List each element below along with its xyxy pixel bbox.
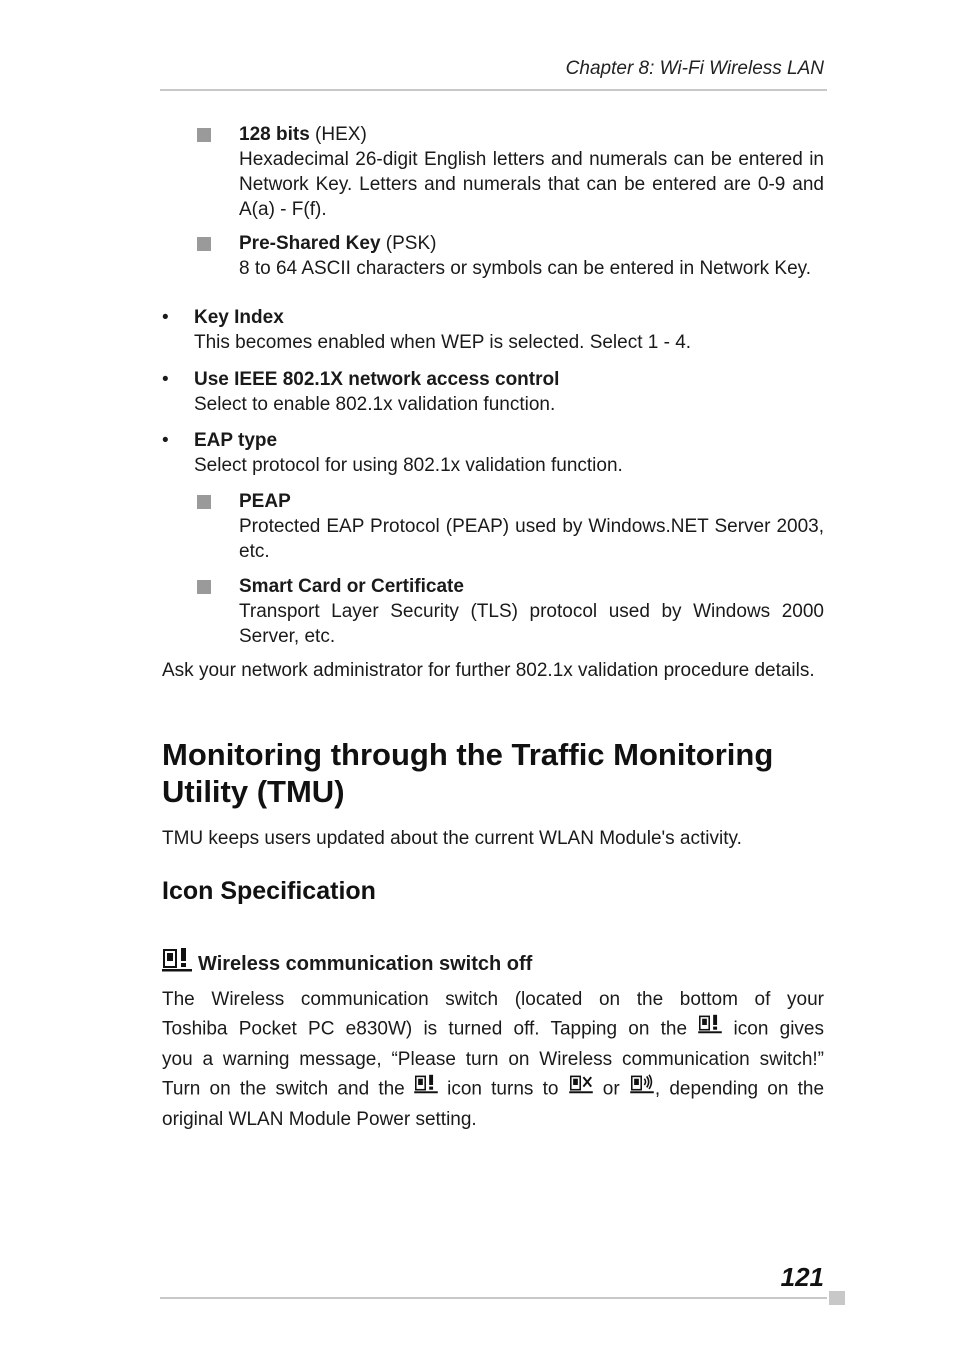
item-suffix: (HEX) <box>309 124 367 145</box>
wireless-switch-off-icon <box>162 947 192 981</box>
text-line <box>162 1074 824 1105</box>
item-title: EAP type <box>194 430 278 451</box>
text-segment: Turn on the switch and the <box>162 1078 414 1100</box>
square-bullet <box>197 580 211 594</box>
subsubsection-heading <box>162 947 532 981</box>
item-peap <box>239 489 824 564</box>
item-desc: Select protocol for using 802.1x validation function. <box>194 455 623 476</box>
wlan-power-off-icon <box>568 1074 594 1105</box>
item-smartcard <box>239 574 824 649</box>
item-title: Key Index <box>194 307 284 328</box>
item-eap <box>194 428 824 478</box>
footer-box <box>829 1291 845 1305</box>
item-desc: Protected EAP Protocol (PEAP) used by Windows.NET Server 2003, etc. <box>239 516 824 562</box>
item-key-index <box>194 305 824 355</box>
subsection-title: Icon Specification <box>162 877 376 905</box>
item-desc: Hexadecimal 26-digit English letters and numerals can be entered in Network Key. Letters and numerals that can be entered are 0-9 and A(a) - F(f). <box>239 149 824 220</box>
page-number: 121 <box>780 1262 824 1292</box>
footer-rule <box>160 1297 827 1299</box>
text-line <box>162 1014 824 1045</box>
item-128bits <box>239 122 824 222</box>
text-line: original WLAN Module Power setting. <box>162 1109 477 1130</box>
text-line: you a warning message, “Please turn on Wireless communication switch!” <box>162 1049 824 1070</box>
item-title: 128 bits <box>239 124 310 145</box>
section-title: Monitoring through the Traffic Monitoring Utility (TMU) <box>162 737 774 809</box>
item-suffix: (PSK) <box>380 233 437 254</box>
wireless-switch-off-icon <box>414 1074 438 1105</box>
text-segment: or <box>593 1078 629 1100</box>
text-segment: icon turns to <box>437 1078 568 1100</box>
bullet-dot: • <box>162 430 169 451</box>
square-bullet <box>197 237 211 251</box>
item-desc: Select to enable 802.1x validation function. <box>194 394 556 415</box>
text-line: The Wireless communication switch (located on the bottom of your <box>162 989 824 1010</box>
item-desc: This becomes enabled when WEP is selected. Select 1 - 4. <box>194 332 692 353</box>
text-segment: icon gives <box>722 1018 824 1040</box>
chapter-header: Chapter 8: Wi-Fi Wireless LAN <box>565 58 824 79</box>
item-desc: Transport Layer Security (TLS) protocol used by Windows 2000 Server, etc. <box>239 601 824 647</box>
item-title: Use IEEE 802.1X network access control <box>194 369 560 390</box>
item-psk <box>239 231 824 281</box>
subsubsection-title: Wireless communication switch off <box>198 952 533 975</box>
square-bullet <box>197 128 211 142</box>
wlan-power-on-icon <box>629 1074 655 1105</box>
bullet-dot: • <box>162 369 169 390</box>
item-title: Smart Card or Certificate <box>239 576 464 597</box>
bullet-dot: • <box>162 307 169 328</box>
header-rule <box>160 89 827 91</box>
section-intro: TMU keeps users updated about the current WLAN Module's activity. <box>162 828 742 849</box>
square-bullet <box>197 495 211 509</box>
text-segment: , depending on the <box>654 1078 825 1100</box>
item-title: Pre-Shared Key <box>239 233 381 254</box>
item-ieee <box>194 367 824 417</box>
item-desc: 8 to 64 ASCII characters or symbols can be entered in Network Key. <box>239 258 812 279</box>
item-title: PEAP <box>239 491 291 512</box>
final-paragraph <box>162 985 824 1134</box>
ask-paragraph: Ask your network administrator for further 802.1x validation procedure details. <box>162 660 815 681</box>
wireless-switch-off-icon <box>698 1014 722 1045</box>
text-segment: Toshiba Pocket PC e830W) is turned off. Tapping on the <box>162 1018 699 1040</box>
